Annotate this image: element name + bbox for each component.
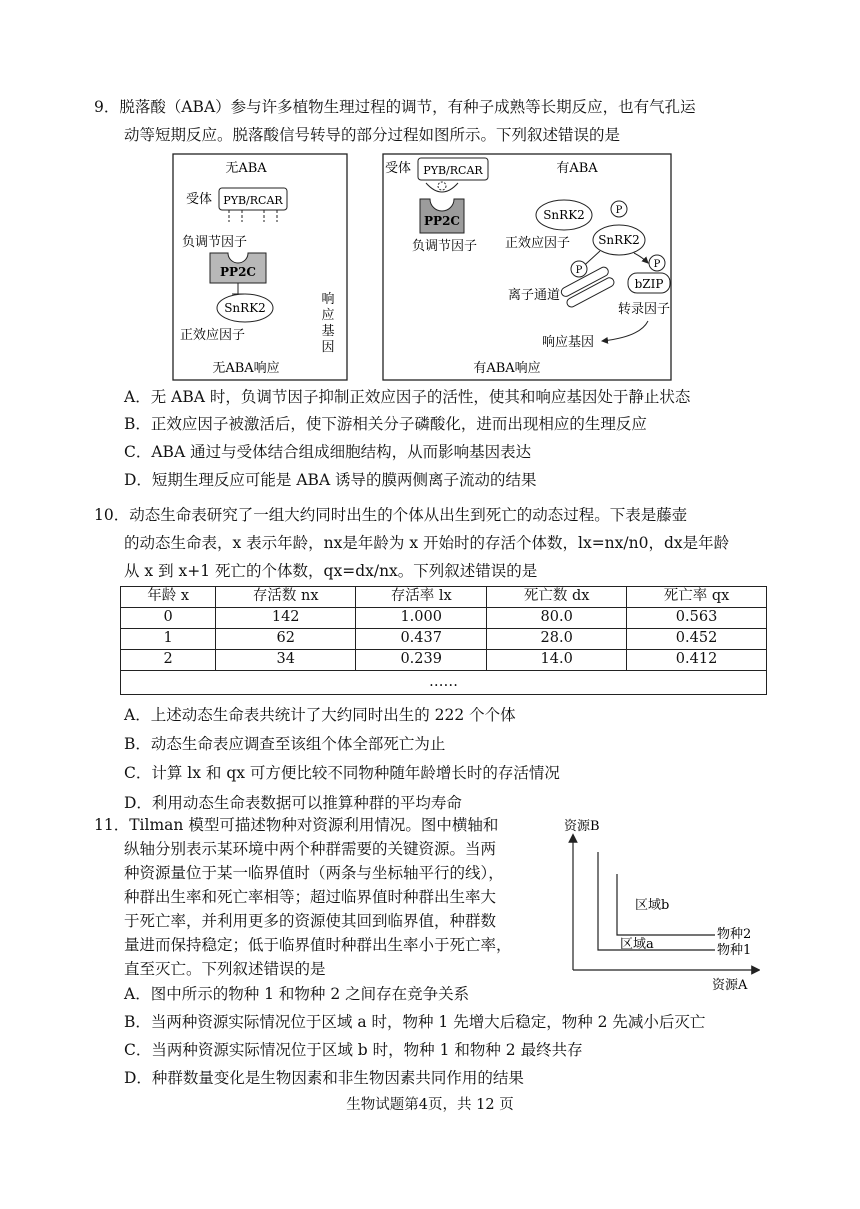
bzip-label: bZIP (634, 277, 664, 291)
response-gene-label: 响应基因 (542, 335, 595, 350)
q9-line1: 9．脱落酸（ABA）参与许多植物生理过程的调节，有种子成熟等长期反应，也有气孔运 (94, 98, 696, 116)
q11-line3: 种资源量位于某一临界值时（两条与坐标轴平行的线）， (124, 864, 504, 882)
y-axis-label: 资源B (564, 819, 600, 834)
snrk2-label-a: SnRK2 (543, 208, 585, 222)
cell: 14.0 (487, 650, 627, 671)
q11-line4: 种群出生率和死亡率相等；超过临界值时种群出生率大 (124, 888, 497, 906)
cell: 0.452 (627, 629, 767, 650)
species2-label: 物种2 (717, 927, 752, 942)
species1-label: 物种1 (717, 943, 752, 958)
life-table (120, 586, 767, 695)
q10-option-b: B．动态生命表应调查至该组个体全部死亡为止 (124, 735, 446, 753)
table-ellipsis: …… (121, 671, 767, 695)
q11-option-b: B．当两种资源实际情况位于区域 a 时，物种 1 先增大后稳定，物种 2 先减小后灭亡 (124, 1013, 706, 1031)
q11-option-a: A．图中所示的物种 1 和物种 2 之间存在竞争关系 (124, 985, 470, 1003)
no-aba-caption: 无ABA响应 (212, 361, 280, 376)
pp2c-label-left: PP2C (220, 265, 256, 279)
q10-line2: 的动态生命表，x 表示年龄，nx是年龄为 x 开始时的存活个体数，lx=nx/n0，dx是年龄 (124, 534, 730, 552)
header-mortality: 死亡率 qx (627, 587, 767, 608)
snrk2-label-b: SnRK2 (598, 233, 640, 247)
receptor-name-right: PYB/RCAR (423, 164, 483, 177)
cell: 0.437 (356, 629, 487, 650)
ion-channel-label: 离子通道 (508, 288, 561, 303)
table-row (121, 650, 767, 671)
q11-line7: 直至灭亡。下列叙述错误的是 (124, 960, 326, 978)
pos-factor-label-right: 正效应因子 (505, 236, 571, 251)
table-ellipsis-row (121, 671, 767, 695)
q9-option-a: A．无 ABA 时，负调节因子抑制正效应因子的活性，使其和响应基因处于静止状态 (124, 388, 691, 406)
q9-option-d: D．短期生理反应可能是 ABA 诱导的膜两侧离子流动的结果 (124, 471, 537, 489)
q9-option-b: B．正效应因子被激活后，使下游相关分子磷酸化，进而出现相应的生理反应 (124, 415, 647, 433)
pos-factor-label-left: 正效应因子 (180, 328, 246, 343)
header-survival-rate: 存活率 lx (356, 587, 487, 608)
pp2c-label-right: PP2C (424, 214, 460, 228)
region-a-label: 区域a (620, 937, 654, 952)
cell: 2 (121, 650, 216, 671)
header-survivors: 存活数 nx (216, 587, 356, 608)
aba-title: 有ABA (556, 161, 598, 176)
response-gene-v1: 响 (321, 292, 335, 307)
q11-option-c: C．当两种资源实际情况位于区域 b 时，物种 1 和物种 2 最终共存 (124, 1041, 583, 1059)
p-mark-2: P (575, 265, 583, 276)
aba-caption: 有ABA响应 (473, 361, 541, 376)
q10-line3: 从 x 到 x+1 死亡的个体数，qx=dx/nx。下列叙述错误的是 (124, 562, 538, 580)
table-row (121, 629, 767, 650)
header-deaths: 死亡数 dx (487, 587, 627, 608)
cell: 0.412 (627, 650, 767, 671)
q10-line1: 10．动态生命表研究了一组大约同时出生的个体从出生到死亡的动态过程。下表是藤壶 (94, 506, 688, 524)
response-gene-v2: 应 (321, 308, 335, 323)
q9-option-c: C．ABA 通过与受体结合组成细胞结构，从而影响基因表达 (124, 443, 532, 461)
aba-diagram (382, 153, 672, 381)
tilman-graph (560, 812, 760, 994)
snrk2-label-left: SnRK2 (224, 301, 266, 315)
neg-factor-label-right: 负调节因子 (412, 239, 478, 254)
no-aba-diagram (172, 153, 348, 381)
response-gene-v4: 因 (321, 340, 335, 355)
response-gene-v3: 基 (321, 324, 335, 339)
q11-line6: 量进而保持稳定；低于临界值时种群出生率小于死亡率， (124, 936, 512, 954)
cell: 0.239 (356, 650, 487, 671)
cell: 34 (216, 650, 356, 671)
tf-label: 转录因子 (618, 302, 671, 317)
q11-line5: 于死亡率，并利用更多的资源使其回到临界值，种群数 (124, 912, 497, 930)
region-b-label: 区域b (635, 898, 670, 913)
receptor-label-right: 受体 (385, 161, 412, 176)
neg-factor-label-left: 负调节因子 (182, 235, 248, 250)
life-table-header (121, 587, 767, 608)
q9-line2: 动等短期反应。脱落酸信号转导的部分过程如图所示。下列叙述错误的是 (124, 126, 621, 144)
p-mark-3: P (653, 259, 661, 270)
q11-line2: 纵轴分别表示某环境中两个种群需要的关键资源。当两 (124, 840, 497, 858)
cell: 80.0 (487, 608, 627, 629)
q10-option-d: D．利用动态生命表数据可以推算种群的平均寿命 (124, 794, 462, 812)
q10-option-c: C．计算 lx 和 qx 可方便比较不同物种随年龄增长时的存活情况 (124, 764, 560, 782)
receptor-label-left: 受体 (186, 192, 213, 207)
ion-channel-shape (560, 266, 616, 309)
x-axis-label: 资源A (712, 978, 748, 993)
cell: 28.0 (487, 629, 627, 650)
p-mark-1: P (615, 205, 623, 216)
receptor-name-left: PYB/RCAR (223, 194, 283, 207)
no-aba-title: 无ABA (225, 161, 267, 176)
cell: 1 (121, 629, 216, 650)
cell: 0.563 (627, 608, 767, 629)
q11-line1: 11．Tilman 模型可描述物种对资源利用情况。图中横轴和 (94, 816, 499, 834)
header-age: 年龄 x (121, 587, 216, 608)
q10-option-a: A．上述动态生命表共统计了大约同时出生的 222 个个体 (124, 706, 516, 724)
cell: 62 (216, 629, 356, 650)
cell: 1.000 (356, 608, 487, 629)
q11-option-d: D．种群数量变化是生物因素和非生物因素共同作用的结果 (124, 1069, 524, 1087)
table-row (121, 608, 767, 629)
page-footer: 生物试题第4页，共 12 页 (346, 1097, 514, 1113)
cell: 142 (216, 608, 356, 629)
cell: 0 (121, 608, 216, 629)
